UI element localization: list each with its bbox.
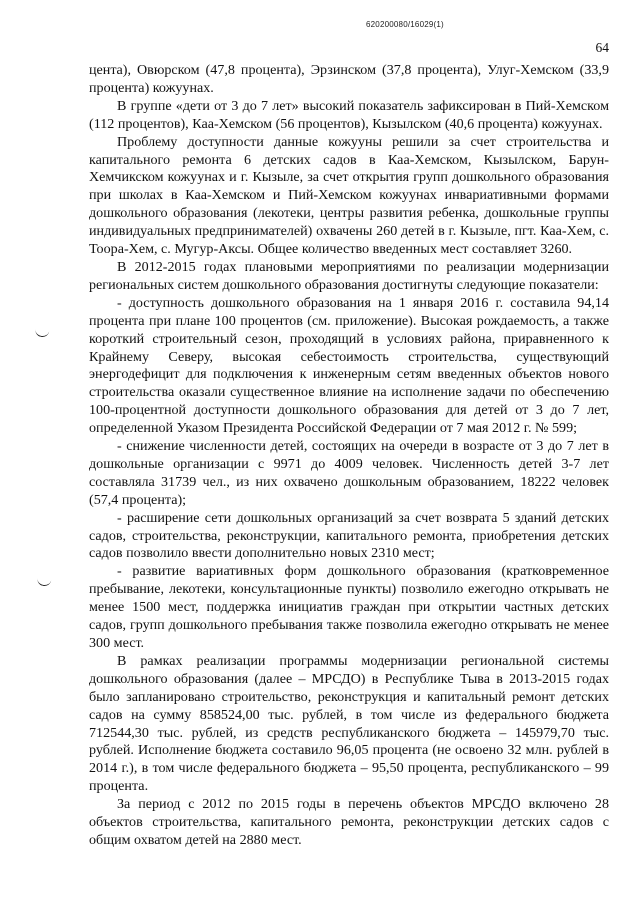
- list-item: - развитие вариативных форм дошкольного образования (кратковременное пребывание, лекотеки, консультационные пункты) позволило ежегодно открывать не менее 1500 мест, поддержка инициатив граждан при открытии частных детских садов, групп дошкольного пребывания также позволила ежегодно открывать не менее 300 мест.: [89, 563, 609, 651]
- list-item: - доступность дошкольного образования на 1 января 2016 г. составила 94,14 процента при плане 100 процентов (см. приложение). Высокая рождаемость, а также короткий строительный сезон, проходящий в условиях района, приравненного к Крайнему Северу, высокая себестоимость строительства, существующий энергодефицит для подключения к инженерным сетям введенных объектов нового строительства оказали существенное влияние на исполнение задачи по обеспечению 100-процентной доступности дошкольного образования для детей от 3 до 7 лет, определенной Указом Президента Российской Федерации от 7 мая 2012 г. № 599;: [89, 294, 609, 437]
- document-id: 620200080/16029(1): [366, 20, 444, 29]
- margin-pen-mark: [36, 576, 51, 587]
- paragraph: За период с 2012 по 2015 годы в перечень объектов МРСДО включено 28 объектов строительства, капитального ремонта, реконструкции детских садов с общим охватом детей на 2880 мест.: [89, 796, 609, 848]
- page-number: 64: [595, 40, 609, 55]
- paragraph: В 2012-2015 годах плановыми мероприятиями по реализации модернизации региональных систем дошкольного образования достигнуты следующие показатели:: [89, 258, 609, 293]
- list-item: - расширение сети дошкольных организаций за счет возврата 5 зданий детских садов, строительства, реконструкции, капитального ремонта, приобретения детских садов позволило ввести дополнительно новых 2310 мест;: [89, 509, 609, 562]
- paragraph-continuation: центa), Овюрском (47,8 процента), Эрзинском (37,8 процента), Улуг-Хемском (33,9 процента) кожуунах.: [89, 62, 609, 96]
- margin-pen-mark: [34, 327, 49, 338]
- document-body: [89, 62, 609, 850]
- paragraph: В рамках реализации программы модернизации региональной системы дошкольного образования (далее – МРСДО) в Республике Тыва в 2013-2015 годах было запланировано строительство, реконструкция и капитальный ремонт детских садов на сумму 858524,00 тыс. рублей, в том числе из федерального бюджета 712544,30 тыс. рублей, из средств республиканского бюджета – 145979,70 тыс. рублей. Исполнение бюджета составило 96,05 процента (не освоено 32 млн. рублей в 2014 г.), в том числе федерального бюджета – 95,50 процента, республиканского – 99 процента.: [89, 652, 609, 795]
- paragraph: Проблему доступности данные кожууны решили за счет строительства и капитального ремонта 6 детских садов в Каа-Хемском, Кызылском, Барун-Хемчикском кожуунах и г. Кызыле, за счет открытия групп дошкольного образования при школах в Каа-Хемском и Пий-Хемском кожуунах инвариативными формами дошкольного образования (лекотеки, центры развития ребенка, дошкольные группы индивидуальных предпринимателей) охвачены 260 детей в г. Кызыле, пгт. Каа-Хем, с. Тоора-Хем, с. Мугур-Аксы. Общее количество введенных мест составляет 3260.: [89, 133, 609, 258]
- list-item: - снижение численности детей, состоящих на очереди в возрасте от 3 до 7 лет в дошкольные организации с 9971 до 4009 человек. Численность детей 3-7 лет составляла 31739 чел., из них охвачено дошкольным образованием, 18222 человек (57,4 процента);: [89, 438, 609, 508]
- paragraph: В группе «дети от 3 до 7 лет» высокий показатель зафиксирован в Пий-Хемском (112 процентов), Каа-Хемском (56 процентов), Кызылском (40,6 процента) кожуунах.: [89, 97, 609, 132]
